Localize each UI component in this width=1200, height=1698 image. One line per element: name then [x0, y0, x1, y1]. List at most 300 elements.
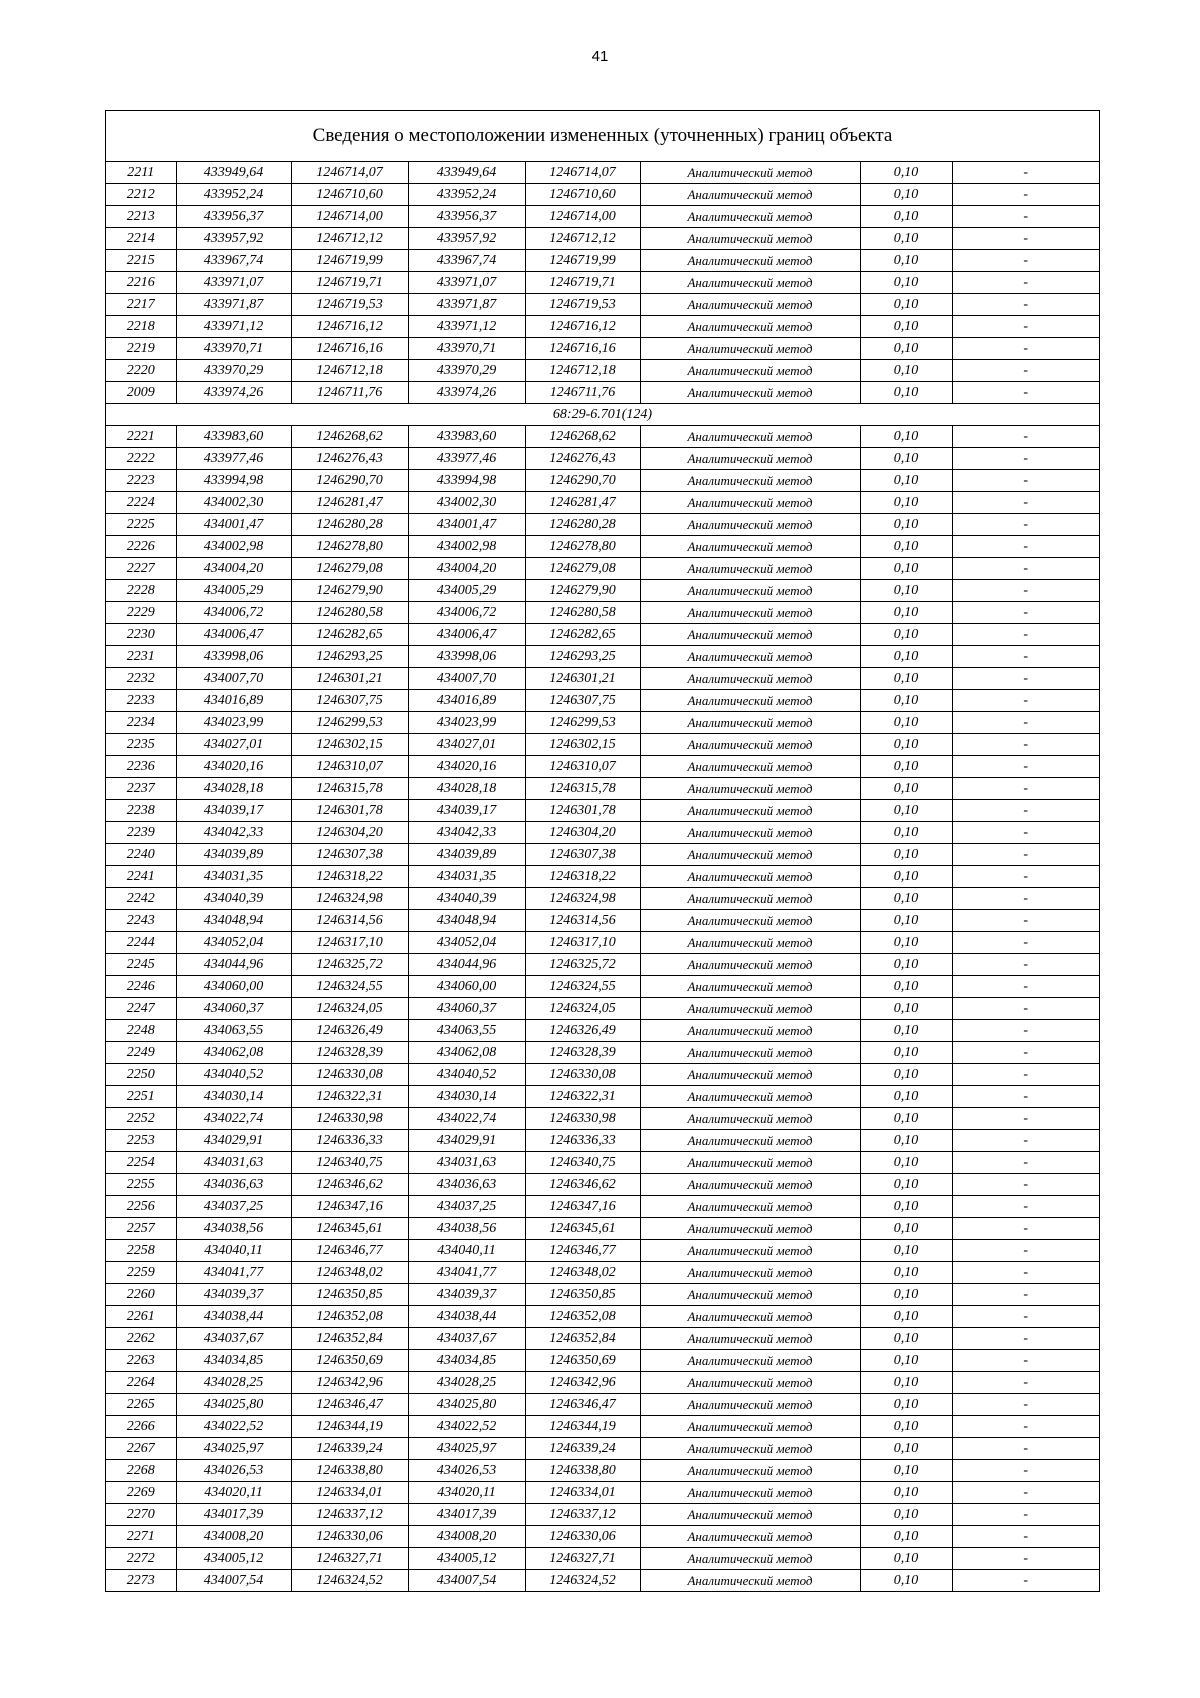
- accuracy-cell: 0,10: [860, 1218, 952, 1240]
- x-old-cell: 434002,98: [176, 536, 291, 558]
- accuracy-cell: 0,10: [860, 602, 952, 624]
- accuracy-cell: 0,10: [860, 734, 952, 756]
- point-number-cell: 2240: [106, 844, 176, 866]
- y-old-cell: 1246716,12: [291, 316, 408, 338]
- description-cell: -: [952, 1196, 1099, 1218]
- y-old-cell: 1246279,90: [291, 580, 408, 602]
- y-new-cell: 1246339,24: [525, 1438, 640, 1460]
- y-new-cell: 1246338,80: [525, 1460, 640, 1482]
- table-row: [106, 822, 1099, 844]
- table-row: [106, 1174, 1099, 1196]
- point-number-cell: 2259: [106, 1262, 176, 1284]
- table-row: [106, 250, 1099, 272]
- point-number-cell: 2269: [106, 1482, 176, 1504]
- y-new-cell: 1246279,08: [525, 558, 640, 580]
- y-old-cell: 1246290,70: [291, 470, 408, 492]
- description-cell: -: [952, 580, 1099, 602]
- point-number-cell: 2249: [106, 1042, 176, 1064]
- y-old-cell: 1246346,47: [291, 1394, 408, 1416]
- description-cell: -: [952, 1086, 1099, 1108]
- x-new-cell: 434037,25: [408, 1196, 525, 1218]
- x-old-cell: 434008,20: [176, 1526, 291, 1548]
- x-old-cell: 434007,70: [176, 668, 291, 690]
- y-new-cell: 1246302,15: [525, 734, 640, 756]
- x-old-cell: 434044,96: [176, 954, 291, 976]
- accuracy-cell: 0,10: [860, 1328, 952, 1350]
- method-cell: Аналитический метод: [640, 954, 860, 976]
- accuracy-cell: 0,10: [860, 228, 952, 250]
- y-new-cell: 1246330,98: [525, 1108, 640, 1130]
- method-cell: Аналитический метод: [640, 1240, 860, 1262]
- description-cell: -: [952, 734, 1099, 756]
- point-number-cell: 2250: [106, 1064, 176, 1086]
- description-cell: -: [952, 1438, 1099, 1460]
- accuracy-cell: 0,10: [860, 1240, 952, 1262]
- x-old-cell: 434063,55: [176, 1020, 291, 1042]
- x-old-cell: 433998,06: [176, 646, 291, 668]
- x-new-cell: 434022,52: [408, 1416, 525, 1438]
- method-cell: Аналитический метод: [640, 866, 860, 888]
- y-new-cell: 1246336,33: [525, 1130, 640, 1152]
- table-row: [106, 646, 1099, 668]
- x-new-cell: 434040,52: [408, 1064, 525, 1086]
- x-old-cell: 434034,85: [176, 1350, 291, 1372]
- table-row: [106, 1504, 1099, 1526]
- accuracy-cell: 0,10: [860, 1042, 952, 1064]
- table-row: [106, 998, 1099, 1020]
- x-new-cell: 434039,37: [408, 1284, 525, 1306]
- accuracy-cell: 0,10: [860, 294, 952, 316]
- x-new-cell: 434060,00: [408, 976, 525, 998]
- method-cell: Аналитический метод: [640, 1042, 860, 1064]
- point-number-cell: 2217: [106, 294, 176, 316]
- accuracy-cell: 0,10: [860, 1548, 952, 1570]
- table-row: [106, 1526, 1099, 1548]
- point-number-cell: 2234: [106, 712, 176, 734]
- description-cell: -: [952, 470, 1099, 492]
- method-cell: Аналитический метод: [640, 778, 860, 800]
- x-new-cell: 434062,08: [408, 1042, 525, 1064]
- x-old-cell: 434039,17: [176, 800, 291, 822]
- description-cell: -: [952, 1416, 1099, 1438]
- y-old-cell: 1246719,99: [291, 250, 408, 272]
- y-new-cell: 1246310,07: [525, 756, 640, 778]
- description-cell: -: [952, 426, 1099, 448]
- description-cell: -: [952, 1020, 1099, 1042]
- description-cell: -: [952, 360, 1099, 382]
- description-cell: -: [952, 866, 1099, 888]
- method-cell: Аналитический метод: [640, 514, 860, 536]
- y-new-cell: 1246330,08: [525, 1064, 640, 1086]
- x-old-cell: 433952,24: [176, 184, 291, 206]
- table-row: [106, 1130, 1099, 1152]
- accuracy-cell: 0,10: [860, 844, 952, 866]
- x-old-cell: 433970,29: [176, 360, 291, 382]
- description-cell: -: [952, 492, 1099, 514]
- description-cell: -: [952, 1394, 1099, 1416]
- y-old-cell: 1246338,80: [291, 1460, 408, 1482]
- point-number-cell: 2254: [106, 1152, 176, 1174]
- point-number-cell: 2255: [106, 1174, 176, 1196]
- description-cell: -: [952, 536, 1099, 558]
- x-old-cell: 434038,56: [176, 1218, 291, 1240]
- point-number-cell: 2273: [106, 1570, 176, 1592]
- description-cell: -: [952, 228, 1099, 250]
- table-row: [106, 426, 1099, 448]
- description-cell: -: [952, 1152, 1099, 1174]
- y-new-cell: 1246280,28: [525, 514, 640, 536]
- table-row: [106, 1548, 1099, 1570]
- accuracy-cell: 0,10: [860, 1350, 952, 1372]
- method-cell: Аналитический метод: [640, 910, 860, 932]
- x-old-cell: 434028,25: [176, 1372, 291, 1394]
- y-new-cell: 1246325,72: [525, 954, 640, 976]
- y-new-cell: 1246317,10: [525, 932, 640, 954]
- point-number-cell: 2244: [106, 932, 176, 954]
- point-number-cell: 2265: [106, 1394, 176, 1416]
- x-new-cell: 433974,26: [408, 382, 525, 404]
- x-new-cell: 434034,85: [408, 1350, 525, 1372]
- method-cell: Аналитический метод: [640, 1372, 860, 1394]
- accuracy-cell: 0,10: [860, 184, 952, 206]
- y-new-cell: 1246714,07: [525, 162, 640, 184]
- point-number-cell: 2226: [106, 536, 176, 558]
- point-number-cell: 2253: [106, 1130, 176, 1152]
- y-new-cell: 1246276,43: [525, 448, 640, 470]
- method-cell: Аналитический метод: [640, 448, 860, 470]
- x-old-cell: 433956,37: [176, 206, 291, 228]
- method-cell: Аналитический метод: [640, 492, 860, 514]
- y-old-cell: 1246340,75: [291, 1152, 408, 1174]
- description-cell: -: [952, 712, 1099, 734]
- description-cell: -: [952, 558, 1099, 580]
- description-cell: -: [952, 668, 1099, 690]
- x-new-cell: 433971,12: [408, 316, 525, 338]
- table-row: [106, 1350, 1099, 1372]
- y-old-cell: 1246310,07: [291, 756, 408, 778]
- method-cell: Аналитический метод: [640, 536, 860, 558]
- accuracy-cell: 0,10: [860, 756, 952, 778]
- x-old-cell: 434039,37: [176, 1284, 291, 1306]
- y-new-cell: 1246301,21: [525, 668, 640, 690]
- description-cell: -: [952, 1482, 1099, 1504]
- x-old-cell: 434022,74: [176, 1108, 291, 1130]
- table-row: [106, 1086, 1099, 1108]
- point-number-cell: 2231: [106, 646, 176, 668]
- method-cell: Аналитический метод: [640, 294, 860, 316]
- table-row: [106, 734, 1099, 756]
- table-row: [106, 1306, 1099, 1328]
- x-new-cell: 433949,64: [408, 162, 525, 184]
- accuracy-cell: 0,10: [860, 272, 952, 294]
- x-new-cell: 433994,98: [408, 470, 525, 492]
- x-new-cell: 434023,99: [408, 712, 525, 734]
- x-old-cell: 434017,39: [176, 1504, 291, 1526]
- y-new-cell: 1246324,55: [525, 976, 640, 998]
- table-row: [106, 690, 1099, 712]
- point-number-cell: 2235: [106, 734, 176, 756]
- accuracy-cell: 0,10: [860, 624, 952, 646]
- x-new-cell: 434007,70: [408, 668, 525, 690]
- y-new-cell: 1246350,69: [525, 1350, 640, 1372]
- accuracy-cell: 0,10: [860, 932, 952, 954]
- y-new-cell: 1246716,16: [525, 338, 640, 360]
- method-cell: Аналитический метод: [640, 1174, 860, 1196]
- description-cell: -: [952, 1064, 1099, 1086]
- table-row: [106, 1064, 1099, 1086]
- accuracy-cell: 0,10: [860, 1416, 952, 1438]
- point-number-cell: 2248: [106, 1020, 176, 1042]
- method-cell: Аналитический метод: [640, 800, 860, 822]
- method-cell: Аналитический метод: [640, 250, 860, 272]
- accuracy-cell: 0,10: [860, 800, 952, 822]
- y-old-cell: 1246714,00: [291, 206, 408, 228]
- y-old-cell: 1246352,08: [291, 1306, 408, 1328]
- y-old-cell: 1246307,75: [291, 690, 408, 712]
- method-cell: Аналитический метод: [640, 360, 860, 382]
- x-old-cell: 434016,89: [176, 690, 291, 712]
- table-row: [106, 184, 1099, 206]
- table-row: [106, 844, 1099, 866]
- x-old-cell: 433971,07: [176, 272, 291, 294]
- y-old-cell: 1246317,10: [291, 932, 408, 954]
- method-cell: Аналитический метод: [640, 1548, 860, 1570]
- y-old-cell: 1246307,38: [291, 844, 408, 866]
- table-row: [106, 888, 1099, 910]
- description-cell: -: [952, 514, 1099, 536]
- accuracy-cell: 0,10: [860, 250, 952, 272]
- description-cell: -: [952, 690, 1099, 712]
- point-number-cell: 2009: [106, 382, 176, 404]
- description-cell: -: [952, 1350, 1099, 1372]
- table-row: [106, 1438, 1099, 1460]
- y-new-cell: 1246293,25: [525, 646, 640, 668]
- method-cell: Аналитический метод: [640, 426, 860, 448]
- point-number-cell: 2228: [106, 580, 176, 602]
- x-new-cell: 434048,94: [408, 910, 525, 932]
- accuracy-cell: 0,10: [860, 316, 952, 338]
- x-new-cell: 433952,24: [408, 184, 525, 206]
- y-old-cell: 1246719,71: [291, 272, 408, 294]
- y-old-cell: 1246304,20: [291, 822, 408, 844]
- table-row: [106, 558, 1099, 580]
- x-new-cell: 434020,11: [408, 1482, 525, 1504]
- description-cell: -: [952, 822, 1099, 844]
- x-old-cell: 434007,54: [176, 1570, 291, 1592]
- point-number-cell: 2213: [106, 206, 176, 228]
- method-cell: Аналитический метод: [640, 998, 860, 1020]
- description-cell: -: [952, 294, 1099, 316]
- y-new-cell: 1246268,62: [525, 426, 640, 448]
- point-number-cell: 2268: [106, 1460, 176, 1482]
- x-new-cell: 434002,98: [408, 536, 525, 558]
- table-row: [106, 1460, 1099, 1482]
- y-new-cell: 1246290,70: [525, 470, 640, 492]
- x-new-cell: 434006,72: [408, 602, 525, 624]
- point-number-cell: 2222: [106, 448, 176, 470]
- table-row: [106, 1020, 1099, 1042]
- point-number-cell: 2225: [106, 514, 176, 536]
- y-new-cell: 1246326,49: [525, 1020, 640, 1042]
- accuracy-cell: 0,10: [860, 1108, 952, 1130]
- x-old-cell: 434026,53: [176, 1460, 291, 1482]
- description-cell: -: [952, 316, 1099, 338]
- y-new-cell: 1246342,96: [525, 1372, 640, 1394]
- x-old-cell: 434004,20: [176, 558, 291, 580]
- x-new-cell: 434007,54: [408, 1570, 525, 1592]
- description-cell: -: [952, 1042, 1099, 1064]
- y-old-cell: 1246293,25: [291, 646, 408, 668]
- method-cell: Аналитический метод: [640, 1570, 860, 1592]
- table-row: [106, 1284, 1099, 1306]
- x-new-cell: 434020,16: [408, 756, 525, 778]
- table-row: [106, 624, 1099, 646]
- y-old-cell: 1246268,62: [291, 426, 408, 448]
- point-number-cell: 2264: [106, 1372, 176, 1394]
- point-number-cell: 2246: [106, 976, 176, 998]
- accuracy-cell: 0,10: [860, 536, 952, 558]
- table-row: [106, 1482, 1099, 1504]
- method-cell: Аналитический метод: [640, 1438, 860, 1460]
- description-cell: -: [952, 756, 1099, 778]
- accuracy-cell: 0,10: [860, 1438, 952, 1460]
- y-new-cell: 1246710,60: [525, 184, 640, 206]
- table-row: [106, 1372, 1099, 1394]
- y-new-cell: 1246346,77: [525, 1240, 640, 1262]
- y-old-cell: 1246330,98: [291, 1108, 408, 1130]
- y-new-cell: 1246719,53: [525, 294, 640, 316]
- y-new-cell: 1246352,84: [525, 1328, 640, 1350]
- x-old-cell: 434025,80: [176, 1394, 291, 1416]
- y-old-cell: 1246719,53: [291, 294, 408, 316]
- x-old-cell: 434028,18: [176, 778, 291, 800]
- y-old-cell: 1246346,62: [291, 1174, 408, 1196]
- y-new-cell: 1246315,78: [525, 778, 640, 800]
- description-cell: -: [952, 382, 1099, 404]
- accuracy-cell: 0,10: [860, 338, 952, 360]
- table-row: [106, 712, 1099, 734]
- description-cell: -: [952, 910, 1099, 932]
- y-old-cell: 1246330,08: [291, 1064, 408, 1086]
- y-new-cell: 1246712,18: [525, 360, 640, 382]
- method-cell: Аналитический метод: [640, 1218, 860, 1240]
- accuracy-cell: 0,10: [860, 1372, 952, 1394]
- x-old-cell: 434060,00: [176, 976, 291, 998]
- x-old-cell: 433977,46: [176, 448, 291, 470]
- point-number-cell: 2243: [106, 910, 176, 932]
- x-old-cell: 434006,47: [176, 624, 291, 646]
- accuracy-cell: 0,10: [860, 1460, 952, 1482]
- point-number-cell: 2251: [106, 1086, 176, 1108]
- y-old-cell: 1246336,33: [291, 1130, 408, 1152]
- point-number-cell: 2262: [106, 1328, 176, 1350]
- method-cell: Аналитический метод: [640, 844, 860, 866]
- method-cell: Аналитический метод: [640, 1262, 860, 1284]
- description-cell: -: [952, 1372, 1099, 1394]
- x-old-cell: 433971,12: [176, 316, 291, 338]
- y-old-cell: 1246350,69: [291, 1350, 408, 1372]
- method-cell: Аналитический метод: [640, 1482, 860, 1504]
- method-cell: Аналитический метод: [640, 1328, 860, 1350]
- x-new-cell: 434031,35: [408, 866, 525, 888]
- y-new-cell: 1246334,01: [525, 1482, 640, 1504]
- table-row: [106, 1240, 1099, 1262]
- accuracy-cell: 0,10: [860, 1306, 952, 1328]
- description-cell: -: [952, 888, 1099, 910]
- y-new-cell: 1246712,12: [525, 228, 640, 250]
- method-cell: Аналитический метод: [640, 338, 860, 360]
- method-cell: Аналитический метод: [640, 624, 860, 646]
- x-old-cell: 433971,87: [176, 294, 291, 316]
- description-cell: -: [952, 1460, 1099, 1482]
- y-new-cell: 1246322,31: [525, 1086, 640, 1108]
- accuracy-cell: 0,10: [860, 1174, 952, 1196]
- y-new-cell: 1246301,78: [525, 800, 640, 822]
- table-row: [106, 1570, 1099, 1592]
- x-new-cell: 434028,18: [408, 778, 525, 800]
- point-number-cell: 2233: [106, 690, 176, 712]
- x-new-cell: 434025,80: [408, 1394, 525, 1416]
- y-old-cell: 1246330,06: [291, 1526, 408, 1548]
- accuracy-cell: 0,10: [860, 1196, 952, 1218]
- page-number: 41: [591, 48, 609, 65]
- y-old-cell: 1246334,01: [291, 1482, 408, 1504]
- point-number-cell: 2267: [106, 1438, 176, 1460]
- y-old-cell: 1246712,18: [291, 360, 408, 382]
- y-new-cell: 1246350,85: [525, 1284, 640, 1306]
- accuracy-cell: 0,10: [860, 1482, 952, 1504]
- point-number-cell: 2256: [106, 1196, 176, 1218]
- x-old-cell: 434022,52: [176, 1416, 291, 1438]
- accuracy-cell: 0,10: [860, 470, 952, 492]
- y-old-cell: 1246282,65: [291, 624, 408, 646]
- point-number-cell: 2227: [106, 558, 176, 580]
- method-cell: Аналитический метод: [640, 1196, 860, 1218]
- y-old-cell: 1246345,61: [291, 1218, 408, 1240]
- y-new-cell: 1246307,38: [525, 844, 640, 866]
- method-cell: Аналитический метод: [640, 1086, 860, 1108]
- boundary-table-sheet: [105, 110, 1100, 1592]
- x-old-cell: 434041,77: [176, 1262, 291, 1284]
- x-new-cell: 434040,11: [408, 1240, 525, 1262]
- x-new-cell: 433967,74: [408, 250, 525, 272]
- x-old-cell: 434040,52: [176, 1064, 291, 1086]
- description-cell: -: [952, 338, 1099, 360]
- y-new-cell: 1246282,65: [525, 624, 640, 646]
- y-new-cell: 1246714,00: [525, 206, 640, 228]
- method-cell: Аналитический метод: [640, 932, 860, 954]
- method-cell: Аналитический метод: [640, 602, 860, 624]
- method-cell: Аналитический метод: [640, 1504, 860, 1526]
- description-cell: -: [952, 162, 1099, 184]
- point-number-cell: 2232: [106, 668, 176, 690]
- description-cell: -: [952, 976, 1099, 998]
- method-cell: Аналитический метод: [640, 1020, 860, 1042]
- x-old-cell: 434005,29: [176, 580, 291, 602]
- accuracy-cell: 0,10: [860, 690, 952, 712]
- method-cell: Аналитический метод: [640, 1108, 860, 1130]
- description-cell: -: [952, 1108, 1099, 1130]
- description-cell: -: [952, 1306, 1099, 1328]
- description-cell: -: [952, 1570, 1099, 1592]
- point-number-cell: 2239: [106, 822, 176, 844]
- y-old-cell: 1246324,55: [291, 976, 408, 998]
- x-old-cell: 434031,63: [176, 1152, 291, 1174]
- x-new-cell: 434042,33: [408, 822, 525, 844]
- table-row: [106, 976, 1099, 998]
- y-old-cell: 1246352,84: [291, 1328, 408, 1350]
- x-old-cell: 434030,14: [176, 1086, 291, 1108]
